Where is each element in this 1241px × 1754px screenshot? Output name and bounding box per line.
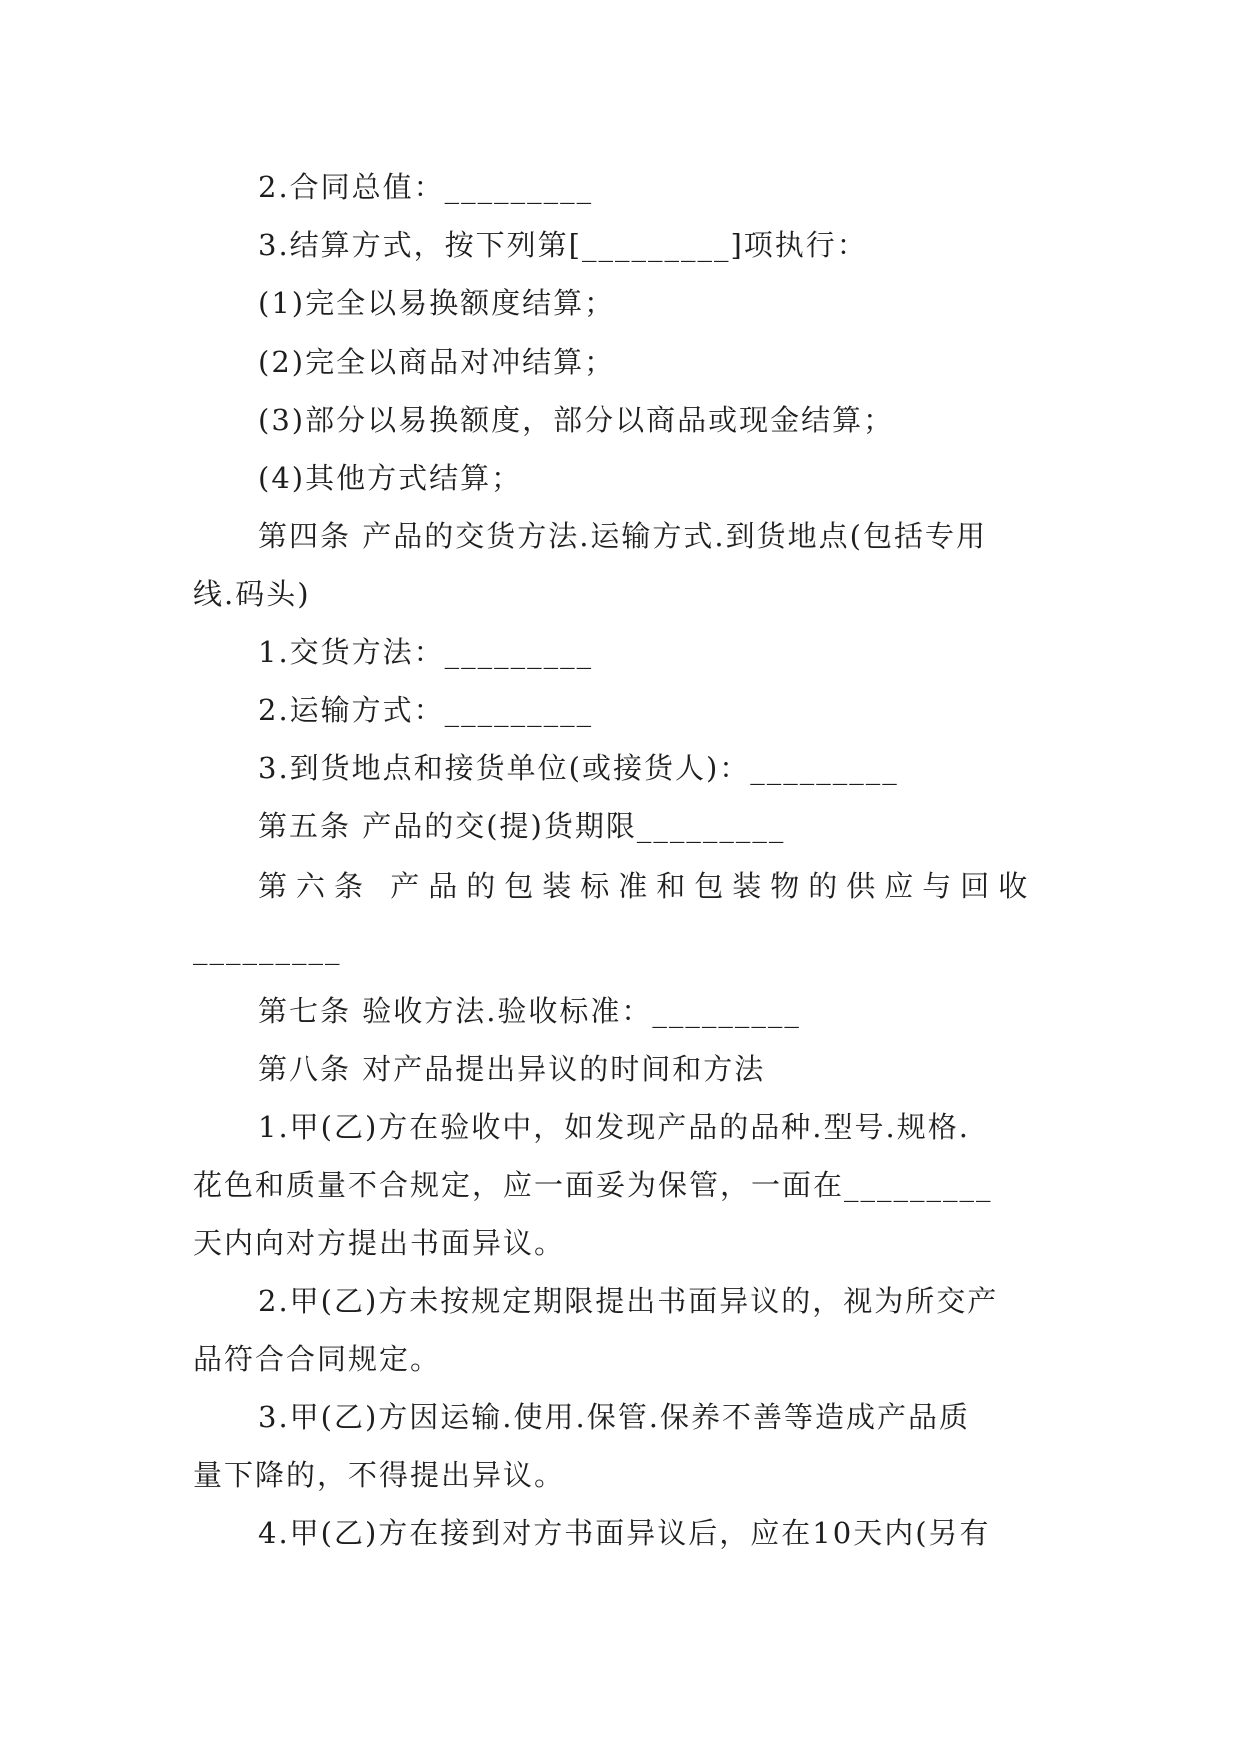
settlement-option-1: (1)完全以易换额度结算；	[258, 286, 616, 320]
article-8-clause-1-cont: 花色和质量不合规定，应一面妥为保管，一面在_________	[193, 1168, 993, 1202]
article-8-clause-2-end: 品符合合同规定。	[193, 1342, 442, 1376]
article-8-heading: 第八条 对产品提出异议的时间和方法	[258, 1052, 766, 1086]
settlement-option-3: (3)部分以易换额度，部分以商品或现金结算；	[258, 403, 895, 437]
article-8-clause-1-end: 天内向对方提出书面异议。	[193, 1226, 566, 1260]
article-4-heading-continued: 线.码头)	[193, 577, 311, 611]
delivery-method-line: 1.交货方法：_________	[258, 635, 594, 669]
article-6-heading: 第六条 产品的包装标准和包装物的供应与回收	[258, 869, 1037, 903]
contract-total-value-line: 2.合同总值：_________	[258, 170, 594, 204]
article-8-clause-3-end: 量下降的，不得提出异议。	[193, 1458, 566, 1492]
settlement-option-2: (2)完全以商品对冲结算；	[258, 345, 616, 379]
transport-method-line: 2.运输方式：_________	[258, 693, 594, 727]
article-6-blank: _________	[193, 931, 342, 965]
article-5-heading: 第五条 产品的交(提)货期限_________	[258, 809, 786, 843]
settlement-method-line: 3.结算方式，按下列第[_________]项执行：	[258, 228, 868, 262]
arrival-location-line: 3.到货地点和接货单位(或接货人)：_________	[258, 751, 899, 785]
article-4-heading: 第四条 产品的交货方法.运输方式.到货地点(包括专用	[258, 519, 987, 553]
article-7-heading: 第七条 验收方法.验收标准：_________	[258, 994, 801, 1028]
article-8-clause-3: 3.甲(乙)方因运输.使用.保管.保养不善等造成产品质	[258, 1400, 970, 1434]
settlement-option-4: (4)其他方式结算；	[258, 461, 523, 495]
article-8-clause-4: 4.甲(乙)方在接到对方书面异议后，应在10天内(另有	[258, 1516, 991, 1550]
article-8-clause-1: 1.甲(乙)方在验收中，如发现产品的品种.型号.规格.	[258, 1110, 970, 1144]
article-8-clause-2: 2.甲(乙)方未按规定期限提出书面异议的，视为所交产	[258, 1284, 999, 1318]
